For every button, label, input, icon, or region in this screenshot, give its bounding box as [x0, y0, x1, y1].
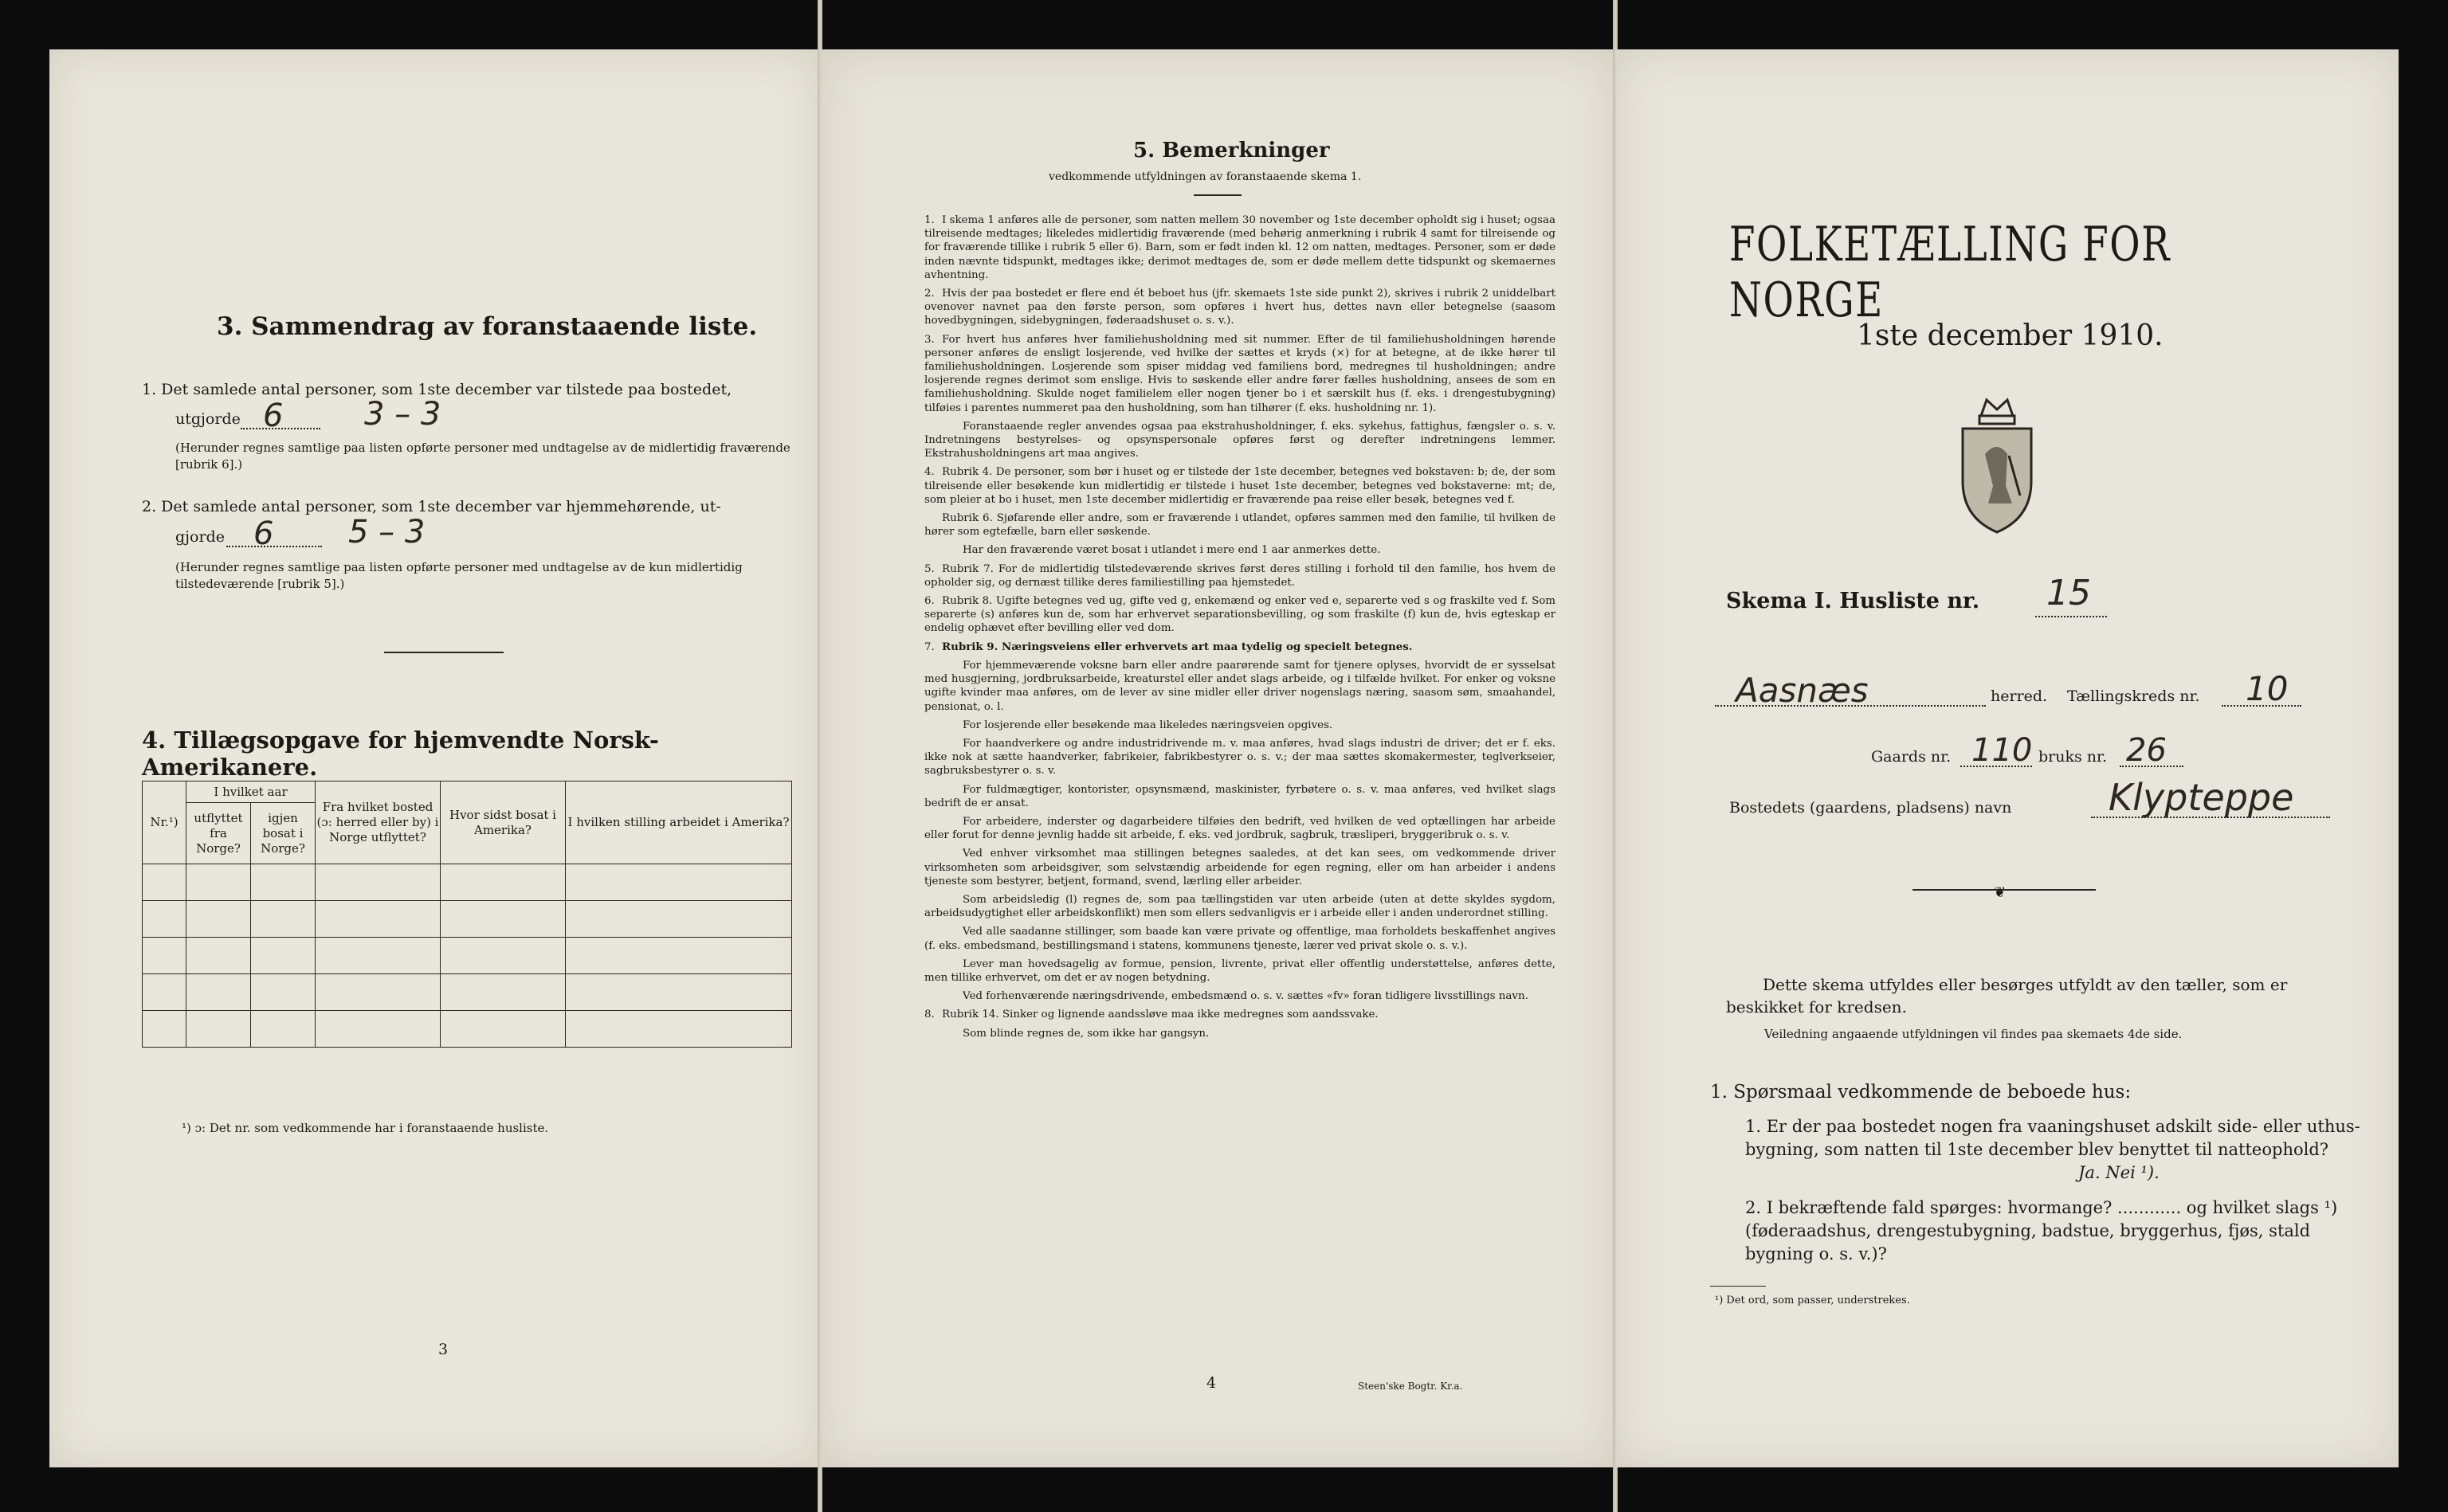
bruks-label: bruks nr.	[2038, 748, 2108, 766]
kreds-value: 10	[2246, 669, 2289, 708]
item2-note: (Herunder regnes samtlige paa listen opførte personer med undtagelse av de kun midlertidig tilstedeværende [rubrik 5].)	[175, 560, 743, 591]
item2-split: 5 – 3	[348, 514, 426, 550]
table-row	[143, 974, 792, 1011]
remark-7f: For arbeidere, inderster og dagarbeidere tilføies den bedrift, ved hvilken de ved optællingen har arbeide eller forut for denne jevnlig hadde sit arbeide, f. eks. ved jordbruk, sagbruk, træsliperi, bryggeribruk o. s. v.	[924, 815, 1556, 842]
item1-utgjorde-label: utgjorde	[175, 410, 241, 428]
item2-gjorde-label: gjorde	[175, 528, 225, 546]
page-number: 4	[1206, 1374, 1217, 1392]
item2-value: 6	[253, 515, 274, 552]
table-row	[143, 1011, 792, 1048]
remark-7j: Lever man hovedsagelig av formue, pension, livrente, privat eller offentlig understøttelse, anføres dette, men tillike erhvervet, om det er av nogen betydning.	[924, 958, 1556, 984]
col-hvilket-aar: I hvilket aar	[186, 781, 316, 803]
remark-3b: Foranstaaende regler anvendes ogsaa paa ekstrahusholdninger, f. eks. sykehus, fattighus, fængsler o. s. v. Indretningens bestyrelses- og opsynspersonale opføres først og derefter indretningens lemmer. Ekstrahusholdningens art maa angives.	[924, 420, 1556, 460]
remark-7b: For hjemmeværende voksne barn eller andre paarørende samt for tjenere oplyses, hvorvidt de er sysselsat med husgjerning, jordbruksarbeide, kreaturstel eller andet slags arbeide, og i tilfælde hvilket. For enker og voksne ugifte kvinder maa anføres, om de lever av sine midler eller driver nogenslags næring, saasom søm, smaahandel, pensionat, o. l.	[924, 659, 1556, 713]
item2-text: 2. Det samlede antal personer, som 1ste december var hjemmehørende, ut-	[142, 498, 721, 515]
divider	[384, 652, 504, 653]
bosted-label: Bostedets (gaardens, pladsens) navn	[1729, 799, 2012, 817]
printer-mark: Steen'ske Bogtr. Kr.a.	[1358, 1381, 1463, 1392]
gaards-value: 110	[1971, 732, 2033, 769]
section-4-title: 4. Tillægsopgave for hjemvendte Norsk-Amerikanere.	[142, 727, 659, 781]
question-2: 2. I bekræftende fald spørges: hvormange? ............ og hvilket slags ¹) (føderaadshus, drengestubygning, badstue, bryggerhus, fjøs, stald bygning o. s. v.)?	[1745, 1198, 2338, 1263]
remark-4: 4. Rubrik 4. De personer, som bør i huset og er tilstede der 1ste december, betegnes ved bokstaven: b; de, der som tilreisende eller besøkende kun midlertidig er tilstede i huset 1ste december, betegnes ved bokstaverne: mt; de, som pleier at bo i huset, men 1ste december midlertidig er fraværende paa reise eller besøk, betegnes ved f.	[924, 466, 1556, 506]
norsk-amerikanere-table	[142, 781, 792, 1048]
remark-7c: For losjerende eller besøkende maa likeledes næringsveien opgives.	[963, 719, 1333, 731]
bruks-value: 26	[2126, 732, 2167, 769]
remark-4c: Har den fraværende været bosat i utlandet i mere end 1 aar anmerkes dette.	[963, 544, 1381, 557]
col-hvor-sidst: Hvor sidst bosat i Amerika?	[441, 781, 566, 864]
page-number: 3	[438, 1341, 449, 1358]
remark-4b: Rubrik 6. Sjøfarende eller andre, som er fraværende i utlandet, opføres sammen med den familie, til hvilken de hører som egtefælle, barn eller søskende.	[924, 512, 1556, 539]
census-title: FOLKETÆLLING FOR NORGE	[1729, 217, 2171, 328]
remark-8: 8. Rubrik 14. Sinker og lignende aandssløve maa ikke medregnes som aandssvake.	[924, 1009, 1379, 1021]
item1-note: (Herunder regnes samtlige paa listen opførte personer med undtagelse av de midlertidig fraværende [rubrik 6].)	[175, 441, 790, 472]
item1-value: 6	[263, 398, 284, 434]
page-right	[1616, 49, 2399, 1467]
remark-3: 3. For hvert hus anføres hver familiehusholdning med sit nummer. Efter de til familiehusholdningen hørende personer anføres de ensligt losjerende, ved hvilke der sættes et kryds (×) for at betegne, at de ikke hører til familiehusholdningen. Losjerende som spiser middag ved familiens bord, medregnes til husholdningen; andre losjerende regnes derimot som enslige. Hvis to søskende eller andre fører fælles husholdning, ansees de som en familiehusholdning. Skulde noget familielem eller nogen tjener bo i et særskilt hus (f. eks. i drengestubygning) tilføies i parentes nummeret paa den husholdning, som han tilhører (f. eks. husholdning nr. 1).	[924, 333, 1556, 414]
item1-split: 3 – 3	[364, 396, 441, 433]
remark-7e: For fuldmægtiger, kontorister, opsynsmænd, maskinister, fyrbøtere o. s. v. maa anføres, ved hvilket slags bedrift de er ansat.	[924, 783, 1556, 809]
table-row	[143, 938, 792, 974]
col-utflyttet: utflyttet fra Norge?	[186, 803, 251, 864]
gaards-label: Gaards nr.	[1871, 748, 1952, 766]
col-nr: Nr.¹)	[143, 781, 186, 864]
question-1-answer: Ja. Nei ¹).	[2078, 1163, 2160, 1182]
ornament-icon: ❦	[1994, 884, 2007, 901]
footnote: ¹) Det ord, som passer, understrekes.	[1715, 1295, 1910, 1306]
remark-7h: Som arbeidsledig (l) regnes de, som paa tællingstiden var uten arbeide (uten at dette skyldes sygdom, arbeidsudygtighet eller arbeidskonflikt) men som ellers sedvanligvis er i arbeide eller i anden underordnet stilling.	[924, 893, 1556, 920]
remark-7d: For haandverkere og andre industridrivende m. v. maa anføres, hvad slags industri de driver; det er f. eks. ikke nok at sætte haandverker, fabrikeier, fabrikbestyrer o. s. v.; der maa sættes skomakermester, teglverkseier, sagbruksbestyrer o. s. v.	[924, 737, 1556, 778]
col-stilling: I hvilken stilling arbeidet i Amerika?	[566, 781, 792, 864]
col-fra-bosted: Fra hvilket bosted (ɔ: herred eller by) i Norge utflyttet?	[316, 781, 441, 864]
table-row	[143, 901, 792, 938]
section-3-title: 3. Sammendrag av foranstaaende liste.	[217, 312, 758, 341]
remark-1: 1. I skema 1 anføres alle de personer, som natten mellem 30 november og 1ste december opholdt sig i huset; ogsaa tilreisende medtages; likeledes midlertidig fraværende (med behørig anmerkning i rubrik 4 samt for tilreisende og for fraværende tillike i rubrik 5 eller 6). Barn, som er født inden kl. 12 om natten, medtages. Personer, som er døde inden nævnte tidspunkt, medtages ikke; derimot medtages de, som er døde mellem dette tidspunkt og skemaernes avhentning.	[924, 214, 1556, 281]
remark-6: 6. Rubrik 8. Ugifte betegnes ved ug, gifte ved g, enkemænd og enker ved e, separerte ved s og fraskilte ved f. Som separerte (s) anføres kun de, som har erhvervet separationsbevilling, og som fraskilte (f) kun de, hvis egteskap er endelig ophævet efter bevilling eller ved dom.	[924, 595, 1556, 635]
remark-7: 7. Rubrik 9. Næringsveiens eller erhvervets art maa tydelig og specielt betegnes.	[924, 640, 1413, 653]
coat-of-arms-icon	[1953, 392, 2041, 535]
remark-5: 5. Rubrik 7. For de midlertidig tilstedeværende skrives først deres stilling i forhold til den familie, hos hvem de opholder sig, og dernæst tillike deres familiestilling paa hjemstedet.	[924, 562, 1556, 589]
remark-7g: Ved enhver virksomhet maa stillingen betegnes saaledes, at det kan sees, om vedkommende driver virksomheten som arbeidsgiver, som selvstændig arbeidende for egen regning, eller om han arbeider i andens tjeneste som bestyrer, betjent, formand, svend, lærling eller arbeider.	[924, 848, 1556, 887]
item1-text: 1. Det samlede antal personer, som 1ste december var tilstede paa bostedet,	[142, 381, 732, 398]
remark-2: 2. Hvis der paa bostedet er flere end ét beboet hus (jfr. skemaets 1ste side punkt 2), skrives i rubrik 2 uniddelbart ovenover navnet paa den første person, som opføres i hvert hus, dettes navn eller betegnelse (saasom hovedbygningen, sidebygningen, føderaadshuset o. s. v.).	[924, 288, 1556, 327]
skema-label: Skema I. Husliste nr.	[1726, 589, 1980, 613]
remark-7i: Ved alle saadanne stillinger, som baade kan være private og offentlige, maa forholdets beskaffenhet angives (f. eks. embedsmand, bestillingsmand i statens, kommunens tjeneste, lærer ved privat skole o. s. v.).	[924, 926, 1556, 952]
remarks-body	[924, 213, 1556, 1045]
remarks-subtitle: vedkommende utfyldningen av foranstaaende skema 1.	[1049, 170, 1362, 183]
herred-value: Aasnæs	[1736, 671, 1869, 710]
footnote: ¹) ɔ: Det nr. som vedkommende har i foranstaaende husliste.	[182, 1121, 549, 1135]
page-middle	[821, 49, 1614, 1467]
question-1: 1. Er der paa bostedet nogen fra vaaningshuset adskilt side- eller uthus-bygning, som natten til 1ste december blev benyttet til natteophold?	[1745, 1117, 2360, 1159]
intro-guidance: Veiledning angaaende utfyldningen vil findes paa skemaets 4de side.	[1764, 1027, 2183, 1041]
kreds-label: Tællingskreds nr.	[2067, 687, 2200, 705]
page-left	[49, 49, 819, 1467]
question-heading: 1. Spørsmaal vedkommende de beboede hus:	[1710, 1082, 2132, 1103]
husliste-nr: 15	[2046, 573, 2091, 613]
intro-text: Dette skema utfyldes eller besørges utfyldt av den tæller, som er beskikket for kredsen.	[1726, 975, 2288, 1016]
table-body	[143, 864, 792, 1048]
bosted-value: Klypteppe	[2109, 776, 2294, 819]
remark-7k: Ved forhenværende næringsdrivende, embedsmænd o. s. v. sættes «fv» foran tidligere livsstillings navn.	[963, 990, 1528, 1003]
remark-8b: Som blinde regnes de, som ikke har gangsyn.	[963, 1027, 1210, 1040]
remarks-title: 5. Bemerkninger	[1133, 139, 1330, 163]
col-igjen-bosat: igjen bosat i Norge?	[251, 803, 316, 864]
herred-label: herred.	[1991, 687, 2048, 705]
table-row	[143, 864, 792, 901]
census-date: 1ste december 1910.	[1857, 319, 2164, 352]
